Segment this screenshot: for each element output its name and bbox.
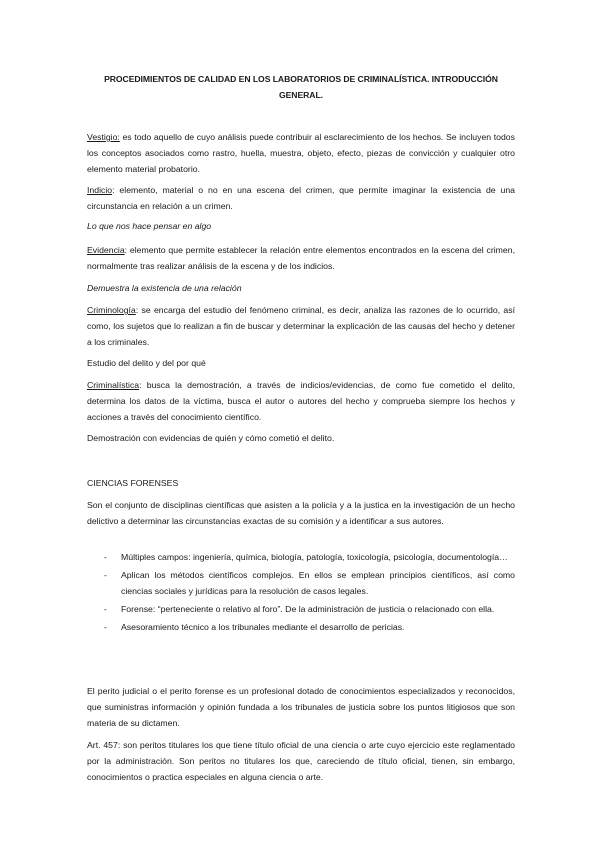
- def-evidencia-text: : elemento que permite establecer la relación entre elementos encontrados en la escena del crimen, normalmente tras realizar análisis de la escena y de los indicios.: [87, 245, 515, 271]
- def-criminalistica: [87, 377, 515, 425]
- note-evidencia: Demuestra la existencia de una relación: [87, 283, 242, 293]
- note-criminologia: Estudio del delito y del por qué: [87, 358, 206, 368]
- bullet-dash: -: [104, 622, 107, 632]
- def-criminalistica-text: : busca la demostración, a través de indicios/evidencias, de como fue cometido el delito, determina los datos de la víctima, busca el autor o autores del hecho y comprueba siempre los hechos y acciones a través del conocimiento científico.: [87, 380, 515, 422]
- term-indicio: Indicio: [87, 185, 113, 195]
- list-item: [87, 567, 515, 599]
- list-item: [87, 619, 515, 635]
- section-heading-forenses: CIENCIAS FORENSES: [87, 478, 179, 488]
- list-item-text: Forense: “perteneciente o relativo al foro”. De la administración de justicia o relacionado con ella.: [121, 604, 495, 614]
- art457-paragraph: Art. 457: son peritos titulares los que tiene título oficial de una ciencia o arte cuyo ejercicio este reglamentado por la administración. Son peritos no titulares los que, careciendo de título oficial, tienen, sin embargo, conocimientos o practica especiales en alguna ciencia o arte.: [87, 740, 515, 782]
- forenses-list: [87, 549, 515, 637]
- def-indicio-text: : elemento, material o no en una escena del crimen, que permite imaginar la existencia de una circunstancia en relación a un crimen.: [87, 185, 515, 211]
- term-criminologia: Criminología: [87, 305, 136, 315]
- def-vestigio-text: es todo aquello de cuyo análisis puede contribuir al esclarecimiento de los hechos. Se incluyen todos los conceptos asociados como rastro, huella, muestra, objeto, efecto, piezas de convicción y cualquier otro elemento material probatorio.: [87, 132, 515, 174]
- perito-paragraph: El perito judicial o el perito forense es un profesional dotado de conocimientos especializados y reconocidos, que suministras información y opinión fundada a los tribunales de justicia sobre los puntos litigiosos que son materia de su dictamen.: [87, 686, 515, 728]
- bullet-dash: -: [104, 604, 107, 614]
- bullet-dash: -: [104, 552, 107, 562]
- term-vestigio: Vestigio:: [87, 132, 120, 142]
- term-criminalistica: Criminalística: [87, 380, 140, 390]
- def-criminologia-text: : se encarga del estudio del fenómeno criminal, es decir, analiza las razones de lo ocurrido, así como, los sujetos que lo realizan a fin de buscar y determinar la explicación de las causas del hecho y detener a los criminales.: [87, 305, 515, 347]
- def-vestigio: [87, 129, 515, 177]
- list-item-text: Asesoramiento técnico a los tribunales mediante el desarrollo de pericias.: [121, 622, 405, 632]
- bullet-dash: -: [104, 570, 107, 580]
- term-evidencia: Evidencia: [87, 245, 125, 255]
- list-item: [87, 549, 515, 565]
- def-evidencia: [87, 242, 515, 274]
- document-title: PROCEDIMIENTOS DE CALIDAD EN LOS LABORATORIOS DE CRIMINALÍSTICA. INTRODUCCIÓN GENERAL.: [104, 74, 498, 100]
- def-criminologia: [87, 302, 515, 350]
- forenses-intro: Son el conjunto de disciplinas científicas que asisten a la policía y a la justica en la investigación de un hecho delictivo a determinar las circunstancias exactas de su comisión y a identificar a sus autores.: [87, 500, 515, 526]
- list-item: [87, 601, 515, 617]
- def-indicio: [87, 182, 515, 214]
- note-criminalistica: Demostración con evidencias de quién y cómo cometió el delito.: [87, 433, 335, 443]
- note-indicio: Lo que nos hace pensar en algo: [87, 221, 212, 231]
- list-item-text: Aplican los métodos científicos complejos. En ellos se emplean principios científicos, así como ciencias sociales y jurídicas para la resolución de casos legales.: [121, 570, 515, 596]
- list-item-text: Múltiples campos: ingeniería, química, biología, patología, toxicología, psicología, documentología…: [121, 552, 508, 562]
